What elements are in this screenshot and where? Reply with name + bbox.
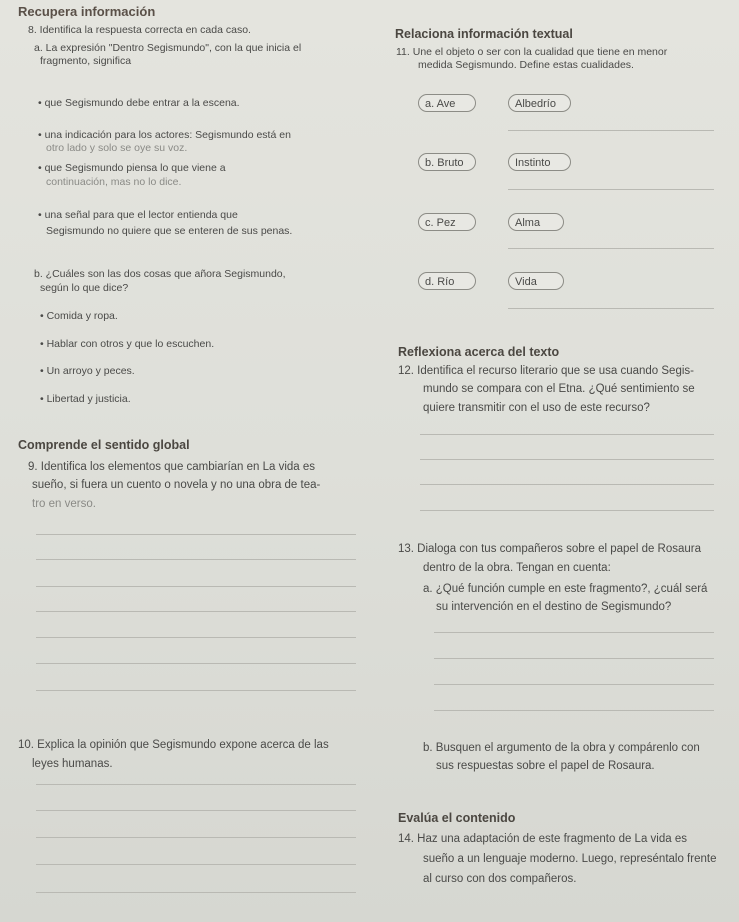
q13a-line2: su intervención en el destino de Segismundo? — [436, 601, 672, 613]
q8b-line1: b. ¿Cuáles son las dos cosas que añora Segismundo, — [34, 268, 286, 280]
answer-line[interactable] — [508, 189, 714, 190]
q13a-line1: a. ¿Qué función cumple en este fragmento?, ¿cuál será — [423, 583, 708, 595]
answer-line[interactable] — [36, 864, 356, 865]
match-left-ave[interactable]: a. Ave — [418, 94, 476, 112]
answer-line[interactable] — [420, 484, 714, 485]
q8b-option-4[interactable]: • Libertad y justicia. — [40, 393, 131, 405]
q8a-option-2-cont: otro lado y solo se oye su voz. — [46, 142, 188, 154]
match-right-albedrio[interactable]: Albedrío — [508, 94, 571, 112]
q8a-option-2[interactable]: • una indicación para los actores: Segismundo está en — [38, 129, 291, 141]
answer-line[interactable] — [36, 784, 356, 785]
q11-line1: 11. Une el objeto o ser con la cualidad que tiene en menor — [396, 46, 668, 58]
q8-prompt: 8. Identifica la respuesta correcta en cada caso. — [28, 24, 251, 36]
answer-line[interactable] — [508, 248, 714, 249]
global-heading: Comprende el sentido global — [18, 438, 190, 452]
answer-line[interactable] — [36, 892, 356, 893]
q9-line2: sueño, si fuera un cuento o novela y no una obra de tea- — [32, 479, 321, 491]
q8b-option-1[interactable]: • Comida y ropa. — [40, 310, 118, 322]
q8a-option-3[interactable]: • que Segismundo piensa lo que viene a — [38, 162, 226, 174]
answer-line[interactable] — [36, 559, 356, 560]
q14-line3: al curso con dos compañeros. — [423, 873, 577, 885]
answer-line[interactable] — [36, 611, 356, 612]
match-left-rio[interactable]: d. Río — [418, 272, 476, 290]
q9-line1: 9. Identifica los elementos que cambiarían en La vida es — [28, 461, 316, 473]
answer-line[interactable] — [36, 810, 356, 811]
evalua-heading: Evalúa el contenido — [398, 811, 516, 825]
answer-line[interactable] — [36, 534, 356, 535]
q13b-line1: b. Busquen el argumento de la obra y compárenlo con — [423, 742, 700, 754]
q11-line2: medida Segismundo. Define estas cualidades. — [418, 59, 634, 71]
answer-line[interactable] — [36, 663, 356, 664]
match-left-bruto[interactable]: b. Bruto — [418, 153, 476, 171]
answer-line[interactable] — [36, 637, 356, 638]
answer-line[interactable] — [434, 710, 714, 711]
q12-line3: quiere transmitir con el uso de este recurso? — [423, 402, 650, 414]
answer-line[interactable] — [36, 586, 356, 587]
reflexiona-heading: Reflexiona acerca del texto — [398, 345, 560, 359]
q14-line1: 14. Haz una adaptación de este fragmento de La vida es — [398, 833, 687, 845]
answer-line[interactable] — [36, 837, 356, 838]
q14-line2: sueño a un lenguaje moderno. Luego, represéntalo frente — [423, 853, 717, 865]
answer-line[interactable] — [36, 690, 356, 691]
answer-line[interactable] — [508, 130, 714, 131]
q13-line1: 13. Dialoga con tus compañeros sobre el papel de Rosaura — [398, 543, 702, 555]
section-title: Recupera información — [18, 4, 156, 19]
q12-line1: 12. Identifica el recurso literario que se usa cuando Segis- — [398, 365, 694, 377]
q8b-option-3[interactable]: • Un arroyo y peces. — [40, 365, 135, 377]
q12-line2: mundo se compara con el Etna. ¿Qué sentimiento se — [423, 383, 695, 395]
relaciona-heading: Relaciona información textual — [395, 27, 573, 41]
q8a-option-1[interactable]: • que Segismundo debe entrar a la escena. — [38, 97, 240, 109]
match-right-alma[interactable]: Alma — [508, 213, 564, 231]
q8b-option-2[interactable]: • Hablar con otros y que lo escuchen. — [40, 338, 215, 350]
q13b-line2: sus respuestas sobre el papel de Rosaura. — [436, 760, 655, 772]
answer-line[interactable] — [420, 510, 714, 511]
answer-line[interactable] — [508, 308, 714, 309]
q8a-option-3-cont: continuación, mas no lo dice. — [46, 176, 182, 188]
q13-line2: dentro de la obra. Tengan en cuenta: — [423, 562, 611, 574]
q8a-line1: a. La expresión "Dentro Segismundo", con la que inicia el — [34, 42, 302, 54]
q8a-option-4-cont: Segismundo no quiere que se enteren de sus penas. — [46, 225, 293, 237]
q8b-line2: según lo que dice? — [40, 282, 129, 294]
q10-line2: leyes humanas. — [32, 758, 113, 770]
match-left-pez[interactable]: c. Pez — [418, 213, 476, 231]
q9-line3: tro en verso. — [32, 498, 96, 510]
q10-line1: 10. Explica la opinión que Segismundo expone acerca de las — [18, 739, 329, 751]
q8a-option-4[interactable]: • una señal para que el lector entienda que — [38, 209, 238, 221]
answer-line[interactable] — [420, 459, 714, 460]
match-right-instinto[interactable]: Instinto — [508, 153, 571, 171]
answer-line[interactable] — [420, 434, 714, 435]
q8a-line2: fragmento, significa — [40, 55, 132, 67]
match-right-vida[interactable]: Vida — [508, 272, 564, 290]
answer-line[interactable] — [434, 658, 714, 659]
answer-line[interactable] — [434, 684, 714, 685]
answer-line[interactable] — [434, 632, 714, 633]
